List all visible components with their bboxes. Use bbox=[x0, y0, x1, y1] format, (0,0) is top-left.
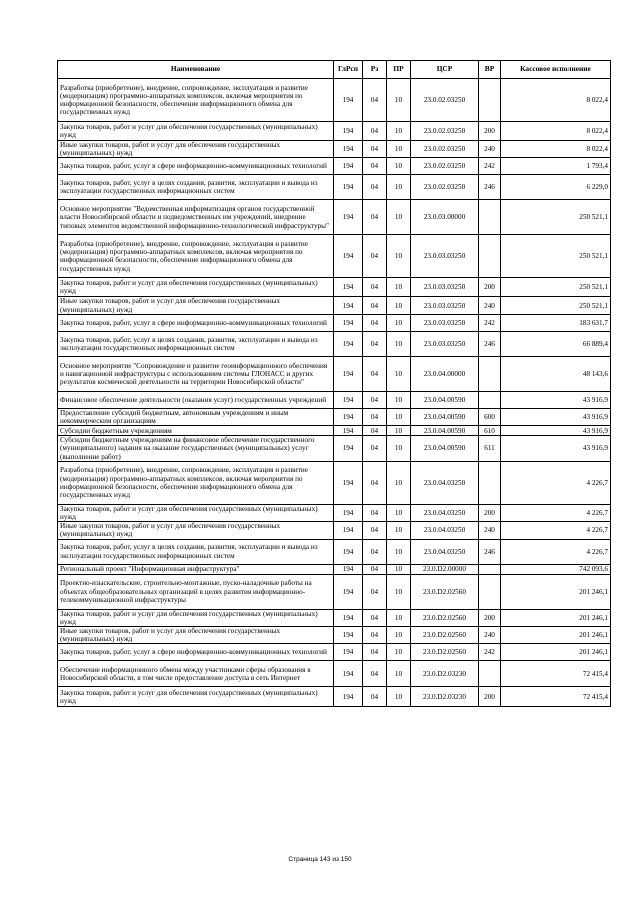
table-row bbox=[58, 661, 611, 687]
cell-glrsp: 194 bbox=[334, 235, 363, 278]
header-glrsp: ГлРсп bbox=[334, 61, 363, 79]
cell-glrsp: 194 bbox=[334, 175, 363, 200]
header-pr: ПР bbox=[387, 61, 411, 79]
cell-amount: 72 415,4 bbox=[501, 661, 611, 687]
cell-amount: 742 093,6 bbox=[501, 564, 611, 574]
cell-pr: 10 bbox=[387, 235, 411, 278]
cell-rz: 04 bbox=[363, 609, 387, 626]
cell-name: Закупка товаров, работ, услуг в сфере информационно-коммуникационных технологий bbox=[58, 158, 334, 175]
cell-pr: 10 bbox=[387, 564, 411, 574]
cell-rz: 04 bbox=[363, 356, 387, 391]
table-row bbox=[58, 627, 611, 644]
cell-csr: 23.0.04.03250 bbox=[411, 504, 479, 521]
cell-pr: 10 bbox=[387, 158, 411, 175]
cell-vr bbox=[479, 391, 501, 408]
cell-amount: 250 521,1 bbox=[501, 297, 611, 314]
cell-vr bbox=[479, 564, 501, 574]
cell-csr: 23.0.D2.03230 bbox=[411, 687, 479, 707]
cell-rz: 04 bbox=[363, 436, 387, 462]
cell-glrsp: 194 bbox=[334, 574, 363, 609]
cell-csr: 23.0.D2.02560 bbox=[411, 609, 479, 626]
cell-name: Разработка (приобретение), внедрение, сопровождение, эксплуатация и развитие (модернизация) программно-аппаратных комплексов, включая мероприятия по информационной безопасности, обеспечение информационного обмена для государственных нужд bbox=[58, 79, 334, 122]
cell-csr: 23.0.03.03250 bbox=[411, 314, 479, 331]
cell-pr: 10 bbox=[387, 504, 411, 521]
cell-rz: 04 bbox=[363, 539, 387, 564]
cell-name: Основное мероприятие "Сопровождение и развитие геоинформационного обеспечения и навигационной инфраструктуры с использованием системы ГЛОНАСС и других результатов космической деятельности на территории Новосибирской области" bbox=[58, 356, 334, 391]
cell-pr: 10 bbox=[387, 141, 411, 158]
cell-amount: 250 521,1 bbox=[501, 200, 611, 235]
table-row bbox=[58, 391, 611, 408]
cell-name: Субсидии бюджетным учреждениям bbox=[58, 426, 334, 436]
cell-amount: 1 793,4 bbox=[501, 158, 611, 175]
cell-vr bbox=[479, 661, 501, 687]
cell-csr: 23.0.02.03250 bbox=[411, 79, 479, 122]
table-row bbox=[58, 564, 611, 574]
cell-glrsp: 194 bbox=[334, 436, 363, 462]
table-body bbox=[58, 79, 611, 707]
cell-csr: 23.0.D2.03230 bbox=[411, 661, 479, 687]
cell-vr bbox=[479, 235, 501, 278]
table-row bbox=[58, 331, 611, 356]
cell-vr: 240 bbox=[479, 141, 501, 158]
cell-amount: 48 143,6 bbox=[501, 356, 611, 391]
cell-csr: 23.0.D2.02560 bbox=[411, 574, 479, 609]
cell-amount: 43 916,9 bbox=[501, 426, 611, 436]
cell-rz: 04 bbox=[363, 661, 387, 687]
cell-rz: 04 bbox=[363, 158, 387, 175]
cell-vr bbox=[479, 356, 501, 391]
cell-name: Обеспечение информационного обмена между участниками сферы образования в Новосибирской области, в том числе предоставление доступа в сеть Интернет bbox=[58, 661, 334, 687]
cell-name: Закупка товаров, работ, услуг в целях создания, развития, эксплуатации и вывода из эксплуатации государственных информационных систем bbox=[58, 539, 334, 564]
cell-pr: 10 bbox=[387, 200, 411, 235]
cell-rz: 04 bbox=[363, 175, 387, 200]
cell-pr: 10 bbox=[387, 408, 411, 425]
cell-name: Финансовое обеспечение деятельности (оказания услуг) государственных учреждений bbox=[58, 391, 334, 408]
cell-rz: 04 bbox=[363, 408, 387, 425]
cell-amount: 250 521,1 bbox=[501, 235, 611, 278]
cell-rz: 04 bbox=[363, 314, 387, 331]
cell-glrsp: 194 bbox=[334, 644, 363, 661]
cell-pr: 10 bbox=[387, 436, 411, 462]
cell-csr: 23.0.04.00000 bbox=[411, 356, 479, 391]
table-row bbox=[58, 278, 611, 297]
cell-glrsp: 194 bbox=[334, 314, 363, 331]
cell-glrsp: 194 bbox=[334, 122, 363, 141]
cell-amount: 4 226,7 bbox=[501, 522, 611, 539]
table-row bbox=[58, 574, 611, 609]
cell-glrsp: 194 bbox=[334, 297, 363, 314]
cell-name: Региональный проект "Информационная инфраструктура" bbox=[58, 564, 334, 574]
cell-amount: 201 246,1 bbox=[501, 609, 611, 626]
cell-csr: 23.0.03.03250 bbox=[411, 278, 479, 297]
cell-glrsp: 194 bbox=[334, 564, 363, 574]
cell-pr: 10 bbox=[387, 278, 411, 297]
cell-amount: 8 022,4 bbox=[501, 141, 611, 158]
cell-csr: 23.0.03.00000 bbox=[411, 200, 479, 235]
cell-vr bbox=[479, 79, 501, 122]
cell-name: Закупка товаров, работ и услуг для обеспечения государственных (муниципальных) нужд bbox=[58, 687, 334, 707]
table-row bbox=[58, 461, 611, 504]
cell-pr: 10 bbox=[387, 574, 411, 609]
cell-pr: 10 bbox=[387, 644, 411, 661]
cell-pr: 10 bbox=[387, 314, 411, 331]
cell-csr: 23.0.D2.00000 bbox=[411, 564, 479, 574]
cell-csr: 23.0.04.00590 bbox=[411, 408, 479, 425]
table-row bbox=[58, 644, 611, 661]
cell-amount: 201 246,1 bbox=[501, 574, 611, 609]
table-row bbox=[58, 141, 611, 158]
cell-csr: 23.0.03.03250 bbox=[411, 235, 479, 278]
cell-vr: 240 bbox=[479, 522, 501, 539]
cell-glrsp: 194 bbox=[334, 391, 363, 408]
cell-vr bbox=[479, 200, 501, 235]
cell-csr: 23.0.02.03250 bbox=[411, 175, 479, 200]
cell-amount: 43 916,9 bbox=[501, 391, 611, 408]
cell-csr: 23.0.04.03250 bbox=[411, 522, 479, 539]
cell-csr: 23.0.02.03250 bbox=[411, 122, 479, 141]
header-amount: Кассовое исполнение bbox=[501, 61, 611, 79]
cell-csr: 23.0.03.03250 bbox=[411, 331, 479, 356]
cell-csr: 23.0.04.03250 bbox=[411, 539, 479, 564]
table-row bbox=[58, 356, 611, 391]
table-header-row bbox=[58, 61, 611, 79]
cell-amount: 4 226,7 bbox=[501, 539, 611, 564]
cell-vr: 611 bbox=[479, 436, 501, 462]
cell-csr: 23.0.04.00590 bbox=[411, 436, 479, 462]
cell-vr bbox=[479, 461, 501, 504]
table-row bbox=[58, 539, 611, 564]
cell-rz: 04 bbox=[363, 627, 387, 644]
table-row bbox=[58, 79, 611, 122]
cell-glrsp: 194 bbox=[334, 356, 363, 391]
cell-rz: 04 bbox=[363, 522, 387, 539]
cell-glrsp: 194 bbox=[334, 504, 363, 521]
cell-name: Закупка товаров, работ, услуг в целях создания, развития, эксплуатации и вывода из эксплуатации государственных информационных систем bbox=[58, 175, 334, 200]
cell-name: Иные закупки товаров, работ и услуг для обеспечения государственных (муниципальных) нужд bbox=[58, 141, 334, 158]
cell-vr: 200 bbox=[479, 687, 501, 707]
cell-pr: 10 bbox=[387, 426, 411, 436]
cell-vr: 242 bbox=[479, 644, 501, 661]
cell-rz: 04 bbox=[363, 200, 387, 235]
cell-rz: 04 bbox=[363, 644, 387, 661]
cell-glrsp: 194 bbox=[334, 539, 363, 564]
cell-csr: 23.0.04.03250 bbox=[411, 461, 479, 504]
cell-rz: 04 bbox=[363, 235, 387, 278]
cell-csr: 23.0.02.03250 bbox=[411, 158, 479, 175]
cell-pr: 10 bbox=[387, 522, 411, 539]
cell-vr: 240 bbox=[479, 297, 501, 314]
table-row bbox=[58, 158, 611, 175]
cell-pr: 10 bbox=[387, 391, 411, 408]
cell-name: Закупка товаров, работ и услуг для обеспечения государственных (муниципальных) нужд bbox=[58, 504, 334, 521]
cell-rz: 04 bbox=[363, 564, 387, 574]
cell-csr: 23.0.D2.02560 bbox=[411, 644, 479, 661]
cell-name: Разработка (приобретение), внедрение, сопровождение, эксплуатация и развитие (модернизация) программно-аппаратных комплексов, включая мероприятия по информационной безопасности, обеспечение информационного обмена для государственных нужд bbox=[58, 461, 334, 504]
cell-vr: 200 bbox=[479, 278, 501, 297]
cell-amount: 183 631,7 bbox=[501, 314, 611, 331]
cell-amount: 201 246,1 bbox=[501, 644, 611, 661]
cell-amount: 8 022,4 bbox=[501, 122, 611, 141]
table-row bbox=[58, 687, 611, 707]
cell-name: Закупка товаров, работ, услуг в сфере информационно-коммуникационных технологий bbox=[58, 314, 334, 331]
cell-csr: 23.0.02.03250 bbox=[411, 141, 479, 158]
cell-rz: 04 bbox=[363, 391, 387, 408]
cell-amount: 4 226,7 bbox=[501, 461, 611, 504]
cell-glrsp: 194 bbox=[334, 461, 363, 504]
cell-amount: 250 521,1 bbox=[501, 278, 611, 297]
cell-rz: 04 bbox=[363, 504, 387, 521]
table-row bbox=[58, 504, 611, 521]
cell-amount: 8 022,4 bbox=[501, 79, 611, 122]
cell-glrsp: 194 bbox=[334, 627, 363, 644]
cell-glrsp: 194 bbox=[334, 661, 363, 687]
cell-glrsp: 194 bbox=[334, 331, 363, 356]
cell-pr: 10 bbox=[387, 79, 411, 122]
cell-vr: 246 bbox=[479, 331, 501, 356]
cell-vr: 242 bbox=[479, 314, 501, 331]
header-name: Наименование bbox=[58, 61, 334, 79]
cell-rz: 04 bbox=[363, 426, 387, 436]
table-row bbox=[58, 426, 611, 436]
cell-name: Субсидии бюджетным учреждениям на финансовое обеспечение государственного (муниципального) задания на оказание государственных (муниципальных) услуг (выполнение работ) bbox=[58, 436, 334, 462]
table-row bbox=[58, 235, 611, 278]
cell-vr: 200 bbox=[479, 609, 501, 626]
cell-csr: 23.0.D2.02560 bbox=[411, 627, 479, 644]
cell-rz: 04 bbox=[363, 331, 387, 356]
cell-pr: 10 bbox=[387, 661, 411, 687]
cell-amount: 66 889,4 bbox=[501, 331, 611, 356]
cell-glrsp: 194 bbox=[334, 408, 363, 425]
cell-amount: 201 246,1 bbox=[501, 627, 611, 644]
cell-csr: 23.0.04.00590 bbox=[411, 391, 479, 408]
cell-amount: 43 916,9 bbox=[501, 436, 611, 462]
cell-csr: 23.0.04.00590 bbox=[411, 426, 479, 436]
cell-vr: 200 bbox=[479, 122, 501, 141]
cell-name: Основное мероприятие "Ведомственная информатизация органов государственной власти Новосибирской области и подведомственных им учреждений, внедрение типовых элементов ведомственной информационно-технологической инфраструктуры" bbox=[58, 200, 334, 235]
cell-rz: 04 bbox=[363, 278, 387, 297]
cell-pr: 10 bbox=[387, 609, 411, 626]
header-vr: ВР bbox=[479, 61, 501, 79]
table-row bbox=[58, 122, 611, 141]
cell-name: Закупка товаров, работ и услуг для обеспечения государственных (муниципальных) нужд bbox=[58, 278, 334, 297]
cell-glrsp: 194 bbox=[334, 609, 363, 626]
cell-pr: 10 bbox=[387, 175, 411, 200]
cell-pr: 10 bbox=[387, 539, 411, 564]
cell-glrsp: 194 bbox=[334, 522, 363, 539]
cell-amount: 4 226,7 bbox=[501, 504, 611, 521]
cell-name: Предоставление субсидий бюджетным, автономным учреждениям и иным некоммерческим организациям bbox=[58, 408, 334, 425]
table-row bbox=[58, 175, 611, 200]
cell-glrsp: 194 bbox=[334, 79, 363, 122]
cell-amount: 43 916,9 bbox=[501, 408, 611, 425]
cell-glrsp: 194 bbox=[334, 426, 363, 436]
cell-amount: 6 229,0 bbox=[501, 175, 611, 200]
table-row bbox=[58, 297, 611, 314]
cell-glrsp: 194 bbox=[334, 158, 363, 175]
table-row bbox=[58, 408, 611, 425]
cell-name: Иные закупки товаров, работ и услуг для обеспечения государственных (муниципальных) нужд bbox=[58, 522, 334, 539]
page-number: Страница 143 из 150 bbox=[288, 856, 352, 863]
cell-name: Закупка товаров, работ и услуг для обеспечения государственных (муниципальных) нужд bbox=[58, 122, 334, 141]
cell-pr: 10 bbox=[387, 122, 411, 141]
cell-rz: 04 bbox=[363, 687, 387, 707]
cell-name: Закупка товаров, работ, услуг в сфере информационно-коммуникационных технологий bbox=[58, 644, 334, 661]
cell-vr: 610 bbox=[479, 426, 501, 436]
table-row bbox=[58, 314, 611, 331]
cell-pr: 10 bbox=[387, 331, 411, 356]
cell-name: Закупка товаров, работ, услуг в целях создания, развития, эксплуатации и вывода из эксплуатации государственных информационных систем bbox=[58, 331, 334, 356]
cell-vr: 242 bbox=[479, 158, 501, 175]
cell-vr: 240 bbox=[479, 627, 501, 644]
cell-glrsp: 194 bbox=[334, 687, 363, 707]
cell-rz: 04 bbox=[363, 297, 387, 314]
cell-rz: 04 bbox=[363, 461, 387, 504]
cell-name: Закупка товаров, работ и услуг для обеспечения государственных (муниципальных) нужд bbox=[58, 609, 334, 626]
cell-glrsp: 194 bbox=[334, 200, 363, 235]
cell-rz: 04 bbox=[363, 79, 387, 122]
cell-pr: 10 bbox=[387, 297, 411, 314]
cell-pr: 10 bbox=[387, 687, 411, 707]
cell-pr: 10 bbox=[387, 356, 411, 391]
header-rz: Рз bbox=[363, 61, 387, 79]
cell-pr: 10 bbox=[387, 627, 411, 644]
cell-csr: 23.0.03.03250 bbox=[411, 297, 479, 314]
budget-execution-table bbox=[57, 60, 611, 707]
cell-name: Иные закупки товаров, работ и услуг для обеспечения государственных (муниципальных) нужд bbox=[58, 297, 334, 314]
cell-rz: 04 bbox=[363, 122, 387, 141]
cell-amount: 72 415,4 bbox=[501, 687, 611, 707]
cell-rz: 04 bbox=[363, 141, 387, 158]
table-row bbox=[58, 522, 611, 539]
cell-vr: 246 bbox=[479, 539, 501, 564]
cell-vr: 600 bbox=[479, 408, 501, 425]
cell-glrsp: 194 bbox=[334, 278, 363, 297]
cell-name: Разработка (приобретение), внедрение, сопровождение, эксплуатация и развитие (модернизация) программно-аппаратных комплексов, включая мероприятия по информационной безопасности, обеспечение информационного обмена для государственных нужд bbox=[58, 235, 334, 278]
cell-vr bbox=[479, 574, 501, 609]
cell-vr: 200 bbox=[479, 504, 501, 521]
cell-rz: 04 bbox=[363, 574, 387, 609]
table-row bbox=[58, 200, 611, 235]
table-row bbox=[58, 436, 611, 462]
cell-name: Иные закупки товаров, работ и услуг для обеспечения государственных (муниципальных) нужд bbox=[58, 627, 334, 644]
cell-name: Проектно-изыскательские, строительно-монтажные, пуско-наладочные работы на объектах общеобразовательных организаций в целях развития информационно-телекоммуникационной инфраструктуры bbox=[58, 574, 334, 609]
cell-glrsp: 194 bbox=[334, 141, 363, 158]
cell-vr: 246 bbox=[479, 175, 501, 200]
cell-pr: 10 bbox=[387, 461, 411, 504]
header-csr: ЦСР bbox=[411, 61, 479, 79]
table-row bbox=[58, 609, 611, 626]
